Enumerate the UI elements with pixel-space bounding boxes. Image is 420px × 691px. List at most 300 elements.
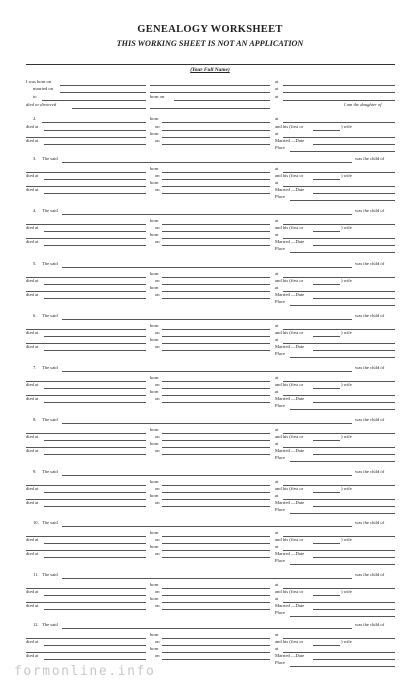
- wife-death-place-line[interactable]: [44, 506, 146, 507]
- wife-order-line[interactable]: [313, 130, 340, 131]
- born-label: born: [150, 530, 159, 535]
- at-label: at: [275, 166, 279, 171]
- at-label: at: [275, 375, 279, 380]
- death-place-line[interactable]: [44, 645, 146, 646]
- father-birth-line[interactable]: [162, 638, 270, 639]
- place-label: Place: [275, 660, 285, 665]
- died-at-label: died at: [26, 225, 39, 230]
- on-label: on: [155, 486, 160, 491]
- first-or-label: and his (first or: [275, 173, 304, 178]
- section-number: 7.: [33, 365, 37, 370]
- wife-label: ) wife: [341, 639, 352, 644]
- born-label: born: [150, 544, 159, 549]
- birth-place-line[interactable]: [283, 122, 395, 123]
- child-of-label: was the child of: [355, 156, 385, 161]
- born-label: born: [150, 323, 159, 328]
- death-date-line[interactable]: [162, 284, 270, 285]
- at-label: at: [275, 323, 279, 328]
- born-label: born: [150, 596, 159, 601]
- died-at-label: died at: [26, 486, 39, 491]
- father-name-line[interactable]: [26, 381, 146, 382]
- marriage-date-line[interactable]: [313, 144, 395, 145]
- section-number: 6.: [33, 313, 37, 318]
- intro-died-line[interactable]: [72, 108, 146, 109]
- born-label: born: [150, 646, 159, 651]
- wife-order-line[interactable]: [313, 179, 340, 180]
- full-name-label: (Your Full Name): [190, 67, 230, 73]
- death-place-line[interactable]: [44, 440, 146, 441]
- wife-death-place-line[interactable]: [44, 298, 146, 299]
- marriage-date-line[interactable]: [313, 557, 395, 558]
- wife-label: ) wife: [341, 537, 352, 542]
- on-label: on: [155, 382, 160, 387]
- child-of-label: was the child of: [355, 520, 385, 525]
- on-label: on: [155, 330, 160, 335]
- died-at-label: died at: [26, 278, 39, 283]
- marriage-date-line[interactable]: [313, 506, 395, 507]
- born-label: born: [150, 180, 159, 185]
- birth-date-line[interactable]: [162, 122, 270, 123]
- place-label: Place: [275, 351, 285, 356]
- ancestor-name-line[interactable]: [62, 423, 352, 424]
- died-at-label: died at: [26, 292, 39, 297]
- section-number: 10.: [33, 520, 39, 525]
- intro-spouse-born-label: born on: [150, 94, 165, 99]
- marriage-place-line[interactable]: [290, 151, 395, 152]
- wife-birth-line[interactable]: [162, 652, 270, 653]
- died-at-label: died at: [26, 434, 39, 439]
- death-date-line[interactable]: [162, 492, 270, 493]
- wife-birth-line[interactable]: [162, 550, 270, 551]
- wife-birth-line[interactable]: [162, 238, 270, 239]
- wife-death-place-line[interactable]: [44, 557, 146, 558]
- death-date-line[interactable]: [162, 388, 270, 389]
- intro-spouse-place-line[interactable]: [283, 100, 395, 101]
- full-name-line[interactable]: [26, 64, 395, 65]
- at-label: at: [275, 493, 279, 498]
- death-date-line[interactable]: [162, 231, 270, 232]
- wife-name-line[interactable]: [26, 395, 146, 396]
- place-label: Place: [275, 558, 285, 563]
- wife-death-place-line[interactable]: [44, 144, 146, 145]
- died-at-label: died at: [26, 173, 39, 178]
- wife-death-date-line[interactable]: [162, 350, 270, 351]
- born-label: born: [150, 218, 159, 223]
- died-at-label: died at: [26, 344, 39, 349]
- died-at-label: died at: [26, 330, 39, 335]
- intro-birth-place-line[interactable]: [283, 85, 395, 86]
- wife-birth-line[interactable]: [162, 447, 270, 448]
- wife-name-line[interactable]: [26, 499, 146, 500]
- at-label: at: [275, 582, 279, 587]
- born-label: born: [150, 271, 159, 276]
- death-date-line[interactable]: [162, 645, 270, 646]
- on-label: on: [155, 603, 160, 608]
- born-label: born: [150, 441, 159, 446]
- married-date-label: Married —Date: [275, 396, 305, 401]
- place-label: Place: [275, 403, 285, 408]
- at-label: at: [275, 271, 279, 276]
- marriage-place-line[interactable]: [290, 666, 395, 667]
- died-at-label: died at: [26, 448, 39, 453]
- intro-died-extra-line[interactable]: [150, 108, 270, 109]
- wife-death-date-line[interactable]: [162, 298, 270, 299]
- on-label: on: [155, 653, 160, 658]
- father-name-line[interactable]: [26, 536, 146, 537]
- wife-name-line[interactable]: [26, 238, 146, 239]
- born-label: born: [150, 582, 159, 587]
- wife-death-date-line[interactable]: [162, 402, 270, 403]
- died-at-label: died at: [26, 639, 39, 644]
- wife-death-date-line[interactable]: [162, 193, 270, 194]
- on-label: on: [155, 448, 160, 453]
- married-date-label: Married —Date: [275, 187, 305, 192]
- death-date-line[interactable]: [162, 543, 270, 544]
- marriage-place-line[interactable]: [290, 616, 395, 617]
- born-label: born: [150, 375, 159, 380]
- wife-death-date-line[interactable]: [162, 245, 270, 246]
- on-label: on: [155, 187, 160, 192]
- intro-at-label-2: at: [275, 86, 279, 91]
- wife-name-line[interactable]: [26, 343, 146, 344]
- born-label: born: [150, 337, 159, 342]
- marriage-place-line[interactable]: [290, 252, 395, 253]
- wife-death-place-line[interactable]: [44, 659, 146, 660]
- father-birth-line[interactable]: [162, 224, 270, 225]
- at-label: at: [275, 232, 279, 237]
- born-label: born: [150, 116, 159, 121]
- wife-death-date-line[interactable]: [162, 506, 270, 507]
- wife-label: ) wife: [341, 225, 352, 230]
- child-of-label: was the child of: [355, 469, 385, 474]
- at-label: at: [275, 646, 279, 651]
- on-label: on: [155, 396, 160, 401]
- at-label: at: [275, 116, 279, 121]
- on-label: on: [155, 589, 160, 594]
- wife-death-place-line[interactable]: [44, 402, 146, 403]
- at-label: at: [275, 632, 279, 637]
- at-label: at: [275, 285, 279, 290]
- born-label: born: [150, 493, 159, 498]
- wife-death-place-line[interactable]: [44, 193, 146, 194]
- intro-at-label-1: at: [275, 79, 279, 84]
- at-label: at: [275, 544, 279, 549]
- wife-order-line[interactable]: [313, 645, 340, 646]
- first-or-label: and his (first or: [275, 330, 304, 335]
- the-said-label: The said: [42, 572, 58, 577]
- wife-death-place-line[interactable]: [44, 609, 146, 610]
- wife-name-line[interactable]: [26, 137, 146, 138]
- marriage-place-line[interactable]: [290, 409, 395, 410]
- intro-died-label: died or divorced: [26, 102, 57, 107]
- wife-label: ) wife: [341, 589, 352, 594]
- born-label: born: [150, 232, 159, 237]
- ancestor-name-line[interactable]: [62, 526, 352, 527]
- father-name-line[interactable]: [26, 277, 146, 278]
- wife-death-place-line[interactable]: [44, 350, 146, 351]
- born-label: born: [150, 427, 159, 432]
- at-label: at: [275, 479, 279, 484]
- marriage-date-line[interactable]: [313, 659, 395, 660]
- ancestor-name-line[interactable]: [62, 319, 352, 320]
- intro-spouse-birth-line[interactable]: [174, 100, 270, 101]
- died-at-label: died at: [26, 603, 39, 608]
- the-said-label: The said: [42, 417, 58, 422]
- death-place-line[interactable]: [44, 179, 146, 180]
- death-place-line[interactable]: [44, 336, 146, 337]
- ancestor-name-line[interactable]: [62, 628, 352, 629]
- born-label: born: [150, 131, 159, 136]
- intro-daughter-label: I am the daughter of: [344, 102, 382, 107]
- death-place-line[interactable]: [44, 388, 146, 389]
- father-name-line[interactable]: [26, 329, 146, 330]
- child-of-label: was the child of: [355, 572, 385, 577]
- child-of-label: was the child of: [355, 313, 385, 318]
- married-date-label: Married —Date: [275, 603, 305, 608]
- ancestor-name-line[interactable]: [62, 267, 352, 268]
- the-said-label: The said: [42, 365, 58, 370]
- first-or-label: and his (first or: [275, 124, 304, 129]
- death-place-line[interactable]: [44, 284, 146, 285]
- marriage-date-line[interactable]: [313, 454, 395, 455]
- the-said-label: The said: [42, 261, 58, 266]
- wife-order-line[interactable]: [313, 284, 340, 285]
- born-label: born: [150, 389, 159, 394]
- wife-death-date-line[interactable]: [162, 659, 270, 660]
- death-date-line[interactable]: [162, 440, 270, 441]
- marriage-place-line[interactable]: [290, 513, 395, 514]
- father-birth-line[interactable]: [162, 485, 270, 486]
- father-name-line[interactable]: [26, 485, 146, 486]
- the-said-label: The said: [42, 208, 58, 213]
- father-birth-line[interactable]: [162, 588, 270, 589]
- married-date-label: Married —Date: [275, 448, 305, 453]
- page-title: GENEALOGY WORKSHEET: [137, 24, 283, 35]
- on-label: on: [155, 173, 160, 178]
- section-number: 2.: [33, 116, 37, 121]
- wife-label: ) wife: [341, 382, 352, 387]
- marriage-date-line[interactable]: [313, 245, 395, 246]
- section-number: 11.: [33, 572, 39, 577]
- father-name-line[interactable]: [26, 433, 146, 434]
- married-date-label: Married —Date: [275, 653, 305, 658]
- at-label: at: [275, 180, 279, 185]
- wife-order-line[interactable]: [313, 440, 340, 441]
- on-label: on: [155, 344, 160, 349]
- at-label: at: [275, 530, 279, 535]
- wife-birth-line[interactable]: [162, 186, 270, 187]
- the-said-label: The said: [42, 469, 58, 474]
- wife-label: ) wife: [341, 330, 352, 335]
- marriage-place-line[interactable]: [290, 305, 395, 306]
- marriage-date-line[interactable]: [313, 402, 395, 403]
- married-date-label: Married —Date: [275, 500, 305, 505]
- intro-married-label: married on: [33, 86, 54, 91]
- wife-death-date-line[interactable]: [162, 557, 270, 558]
- death-date-line[interactable]: [162, 595, 270, 596]
- child-of-label: was the child of: [355, 261, 385, 266]
- section-number: 12.: [33, 622, 39, 627]
- at-label: at: [275, 596, 279, 601]
- wife-label: ) wife: [341, 124, 352, 129]
- wife-name-line[interactable]: [26, 550, 146, 551]
- father-name-line[interactable]: [26, 638, 146, 639]
- died-at-label: died at: [26, 551, 39, 556]
- ancestor-name-line[interactable]: [62, 371, 352, 372]
- ancestor-name-line[interactable]: [62, 578, 352, 579]
- the-said-label: The said: [42, 156, 58, 161]
- wife-order-line[interactable]: [313, 231, 340, 232]
- born-label: born: [150, 285, 159, 290]
- wife-name-line[interactable]: [26, 447, 146, 448]
- at-label: at: [275, 337, 279, 342]
- father-birth-line[interactable]: [162, 433, 270, 434]
- wife-order-line[interactable]: [313, 336, 340, 337]
- died-at-label: died at: [26, 396, 39, 401]
- marriage-place-line[interactable]: [290, 564, 395, 565]
- on-label: on: [155, 138, 160, 143]
- at-label: at: [275, 389, 279, 394]
- died-at-label: died at: [26, 537, 39, 542]
- on-label: on: [155, 537, 160, 542]
- wife-death-date-line[interactable]: [162, 454, 270, 455]
- married-date-label: Married —Date: [275, 344, 305, 349]
- death-place-line[interactable]: [44, 595, 146, 596]
- died-at-label: died at: [26, 239, 39, 244]
- father-birth-line[interactable]: [162, 172, 270, 173]
- on-label: on: [155, 124, 160, 129]
- wife-label: ) wife: [341, 486, 352, 491]
- place-label: Place: [275, 610, 285, 615]
- wife-order-line[interactable]: [313, 543, 340, 544]
- wife-label: ) wife: [341, 278, 352, 283]
- marriage-date-line[interactable]: [313, 298, 395, 299]
- ancestor-name-line[interactable]: [62, 162, 352, 163]
- intro-to-label: to: [33, 94, 37, 99]
- born-label: born: [150, 632, 159, 637]
- died-at-label: died at: [26, 187, 39, 192]
- section-number: 8.: [33, 417, 37, 422]
- marriage-date-line[interactable]: [313, 193, 395, 194]
- marriage-place-line[interactable]: [290, 461, 395, 462]
- wife-label: ) wife: [341, 173, 352, 178]
- ancestor-name-line[interactable]: [42, 122, 146, 123]
- child-of-label: was the child of: [355, 365, 385, 370]
- married-date-label: Married —Date: [275, 551, 305, 556]
- died-at-label: died at: [26, 138, 39, 143]
- ancestor-name-line[interactable]: [62, 475, 352, 476]
- on-label: on: [155, 225, 160, 230]
- wife-birth-line[interactable]: [162, 343, 270, 344]
- intro-marriage-place-line[interactable]: [283, 92, 395, 93]
- died-at-label: died at: [26, 382, 39, 387]
- father-birth-line[interactable]: [162, 329, 270, 330]
- intro-spouse-line[interactable]: [42, 100, 146, 101]
- first-or-label: and his (first or: [275, 278, 304, 283]
- at-label: at: [275, 131, 279, 136]
- first-or-label: and his (first or: [275, 434, 304, 439]
- child-of-label: was the child of: [355, 208, 385, 213]
- wife-name-line[interactable]: [26, 652, 146, 653]
- marriage-date-line[interactable]: [313, 609, 395, 610]
- wife-birth-line[interactable]: [162, 137, 270, 138]
- wife-death-place-line[interactable]: [44, 454, 146, 455]
- on-label: on: [155, 278, 160, 283]
- ancestor-name-line[interactable]: [62, 214, 352, 215]
- at-label: at: [275, 441, 279, 446]
- died-at-label: died at: [26, 500, 39, 505]
- intro-marriage-extra-line[interactable]: [150, 92, 270, 93]
- section-number: 4.: [33, 208, 37, 213]
- intro-birth-extra-line[interactable]: [150, 85, 270, 86]
- marriage-place-line[interactable]: [290, 357, 395, 358]
- father-birth-line[interactable]: [162, 381, 270, 382]
- section-number: 9.: [33, 469, 37, 474]
- died-at-label: died at: [26, 589, 39, 594]
- marriage-place-line[interactable]: [290, 200, 395, 201]
- death-date-line[interactable]: [162, 179, 270, 180]
- wife-order-line[interactable]: [313, 595, 340, 596]
- the-said-label: The said: [42, 520, 58, 525]
- death-place-line[interactable]: [44, 492, 146, 493]
- first-or-label: and his (first or: [275, 225, 304, 230]
- on-label: on: [155, 292, 160, 297]
- intro-marriage-date-line[interactable]: [60, 92, 146, 93]
- wife-birth-line[interactable]: [162, 395, 270, 396]
- wife-name-line[interactable]: [26, 291, 146, 292]
- born-label: born: [150, 479, 159, 484]
- father-name-line[interactable]: [26, 172, 146, 173]
- wife-birth-line[interactable]: [162, 602, 270, 603]
- section-number: 3.: [33, 156, 37, 161]
- father-name-line[interactable]: [26, 224, 146, 225]
- place-label: Place: [275, 194, 285, 199]
- marriage-date-line[interactable]: [313, 350, 395, 351]
- wife-death-date-line[interactable]: [162, 144, 270, 145]
- born-label: born: [150, 166, 159, 171]
- child-of-label: was the child of: [355, 417, 385, 422]
- wife-birth-line[interactable]: [162, 291, 270, 292]
- wife-death-date-line[interactable]: [162, 609, 270, 610]
- place-label: Place: [275, 246, 285, 251]
- wife-label: ) wife: [341, 434, 352, 439]
- page-subtitle: THIS WORKING SHEET IS NOT AN APPLICATION: [116, 39, 304, 48]
- wife-name-line[interactable]: [26, 602, 146, 603]
- father-birth-line[interactable]: [162, 277, 270, 278]
- death-date-line[interactable]: [162, 336, 270, 337]
- place-label: Place: [275, 507, 285, 512]
- place-label: Place: [275, 299, 285, 304]
- death-place-line[interactable]: [44, 130, 146, 131]
- wife-order-line[interactable]: [313, 492, 340, 493]
- intro-birth-date-line[interactable]: [60, 85, 146, 86]
- wife-death-place-line[interactable]: [44, 245, 146, 246]
- on-label: on: [155, 551, 160, 556]
- father-name-line[interactable]: [26, 588, 146, 589]
- wife-order-line[interactable]: [313, 388, 340, 389]
- married-date-label: Married —Date: [275, 239, 305, 244]
- child-of-label: was the child of: [355, 622, 385, 627]
- wife-birth-line[interactable]: [162, 499, 270, 500]
- death-place-line[interactable]: [44, 543, 146, 544]
- first-or-label: and his (first or: [275, 639, 304, 644]
- on-label: on: [155, 434, 160, 439]
- death-date-line[interactable]: [162, 130, 270, 131]
- wife-name-line[interactable]: [26, 186, 146, 187]
- death-place-line[interactable]: [44, 231, 146, 232]
- died-at-label: died at: [26, 653, 39, 658]
- father-birth-line[interactable]: [162, 536, 270, 537]
